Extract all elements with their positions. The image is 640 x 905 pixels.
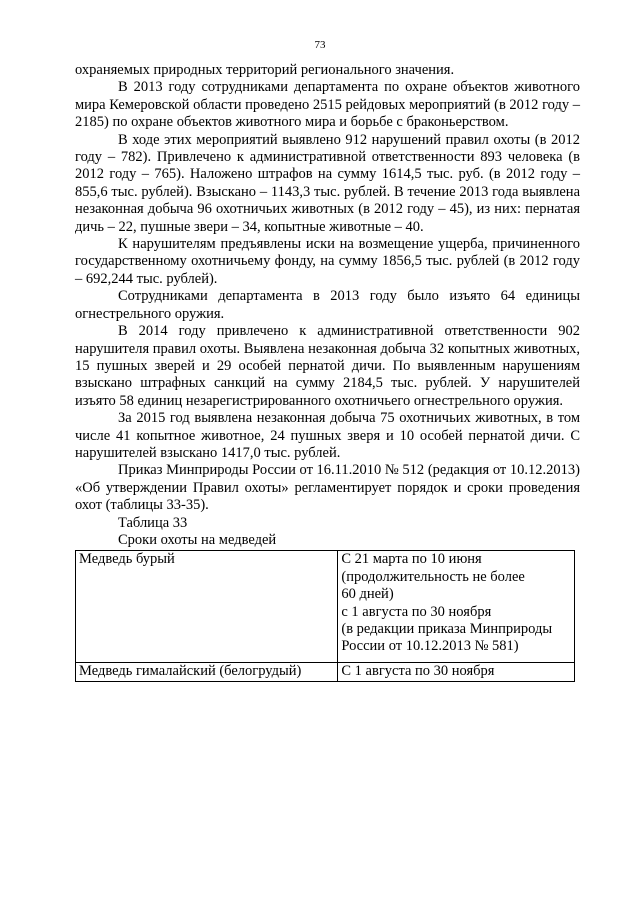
paragraph: охраняемых природных территорий регионального значения. bbox=[75, 62, 455, 78]
paragraph: В 2013 году сотрудниками департамента по охране объектов животного мира Кемеровской области проведено 2515 рейдовых мероприятий (в 2012 году – 2185) по охране объектов животного мира и борьбе с браконьерством. bbox=[75, 79, 580, 131]
table-row bbox=[76, 663, 575, 681]
period-line: с 1 августа по 30 ноября bbox=[341, 603, 492, 620]
period-line: России от 10.12.2013 № 581) bbox=[341, 638, 519, 655]
period-line: (продолжительность не более bbox=[341, 568, 525, 585]
table-row bbox=[76, 551, 575, 663]
paragraph: Сотрудниками департамента в 2013 году было изъято 64 единицы огнестрельного оружия. bbox=[75, 288, 580, 322]
period-line: С 21 марта по 10 июня bbox=[341, 551, 482, 568]
species-cell: Медведь бурый bbox=[76, 551, 338, 663]
table-label: Таблица 33 bbox=[118, 514, 188, 531]
period-line: С 1 августа по 30 ноября bbox=[341, 663, 495, 680]
page-number: 73 bbox=[314, 39, 326, 51]
document-body bbox=[75, 62, 580, 682]
paragraph: За 2015 год выявлена незаконная добыча 75 охотничьих животных, в том числе 41 копытное животное, 24 пушных зверя и 10 особей пернатой дичи. С нарушителей взыскано 1417,0 тыс. рублей. bbox=[75, 410, 580, 461]
period-cell bbox=[338, 663, 575, 681]
species-cell: Медведь гималайский (белогрудый) bbox=[76, 663, 338, 681]
period-line: 60 дней) bbox=[341, 586, 394, 603]
paragraph: В 2014 году привлечено к административной ответственности 902 нарушителя правил охоты. Выявлена незаконная добыча 32 копытных животных, 15 пушных зверей и 29 особей пернатой дичи. По выявленным нарушениям взыскано штрафных санкций на сумму 2184,5 тыс. рублей. У нарушителей изъято 58 единиц незарегистрированного охотничьего огнестрельного оружия. bbox=[75, 323, 580, 409]
table-caption: Сроки охоты на медведей bbox=[118, 531, 277, 548]
hunting-periods-table bbox=[75, 550, 575, 681]
paragraph: К нарушителям предъявлены иски на возмещение ущерба, причиненного государственному охотничьему фонду, на сумму 1856,5 тыс. рублей (в 2012 году – 692,244 тыс. рублей). bbox=[75, 236, 580, 287]
period-cell bbox=[338, 551, 575, 663]
period-line: (в редакции приказа Минприроды bbox=[341, 621, 553, 637]
paragraph: Приказ Минприроды России от 16.11.2010 № 512 (редакция от 10.12.2013) «Об утверждении Правил охоты» регламентирует порядок и сроки проведения охот (таблицы 33-35). bbox=[75, 462, 580, 514]
paragraph: В ходе этих мероприятий выявлено 912 нарушений правил охоты (в 2012 году – 782). Привлечено к административной ответственности 893 человека (в 2012 году – 765). Наложено штрафов на сумму 1614,5 тыс. руб. (в 2012 году – 855,6 тыс. рублей). Взыскано – 1143,3 тыс. рублей. В течение 2013 года выявлена незаконная добыча 96 охотничьих животных (в 2012 году – 45), из них: пернатая дичь – 22, пушные звери – 34, копытные животные – 40. bbox=[75, 131, 580, 235]
